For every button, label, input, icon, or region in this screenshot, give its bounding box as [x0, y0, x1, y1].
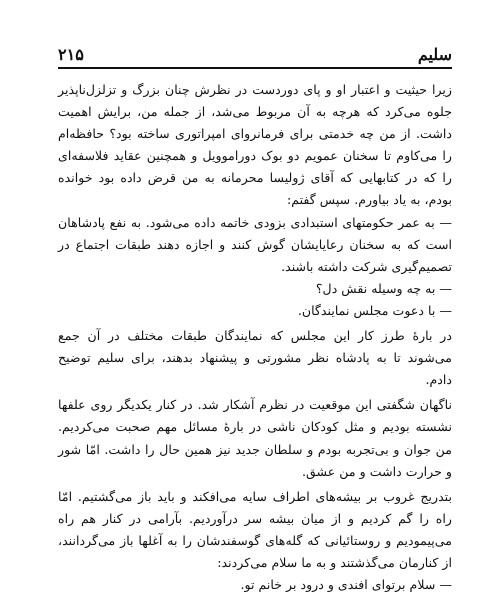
dialogue-line: — به چه وسیله نقش دل؟: [315, 280, 452, 296]
dialogue-line: — با دعوت مجلس نمایندگان.: [297, 302, 452, 318]
dialogue-line: — سلام برتوای افندی و درود بر خانم تو.: [240, 577, 452, 593]
paragraph: بتدریج غروب بر بیشه‌های اطراف سایه می‌افکند و باید باز می‌گشتیم. امّا راه را گم کردیم و از میان بیشه سر درآوردیم. بآرامی در کنار هم راه می‌پیمودیم و روستائیانی که گله‌های گوسفندشان را به آغلها باز می‌گردانند، از کنارمان می‌گذشتند و به ما سلام می‌کردند:: [58, 488, 452, 570]
page-number: ۲۱۵: [58, 45, 84, 64]
dialogue-line: — به عمر حکومتهای استبدادی بزودی خاتمه داده می‌شود. به نفع پادشاهان است که به سخنان رعایایشان گوش کنند و اجازه دهند طبقات اجتماع در تصمیم‌گیری شرکت داشته باشند.: [58, 214, 452, 274]
paragraph: ناگهان شگفتی این موقعیت در نظرم آشکار شد. در کنار یکدیگر روی علفها نشسته بودیم و مثل کودکان ناشی در بارهٔ مسائل مهم صحبت می‌کردیم. من جوان و بی‌تجربه بودم و سلطان جدید نیز همین حال را داشت. امّا شور و حرارت داشت و من عشق.: [58, 397, 452, 479]
page-header: [58, 40, 452, 64]
running-title: سلیم: [417, 45, 452, 64]
header-rule: [58, 67, 452, 69]
body-text: [58, 79, 452, 596]
paragraph: در بارهٔ طرز کار این مجلس که نمایندگان طبقات مختلف در آن جمع می‌شوند تا به پادشاه نظر مشورتی و پیشنهاد بدهند، برای سلیم توضیح دادم.: [58, 328, 452, 388]
paragraph: زیرا حیثیت و اعتبار او و پای دوردست در نظرش چنان بزرگ و تزلزل‌ناپذیر جلوه می‌کرد که هرچه به آن مربوط می‌شد، از جمله من، برایش اهمیت داشت. از من چه خدمتی برای فرمانروای امپراتوری ساخته بود؟ حافظه‌ام را می‌کاوم تا سخنان عمویم دو بوک دوراموویل و همچنین عقاید فلاسفه‌ای را که در کتابهایی که آقای ژولیسا محرمانه به من قرض داده بود خوانده بودم، به یاد بیاورم. سپس گفتم:: [58, 82, 452, 208]
